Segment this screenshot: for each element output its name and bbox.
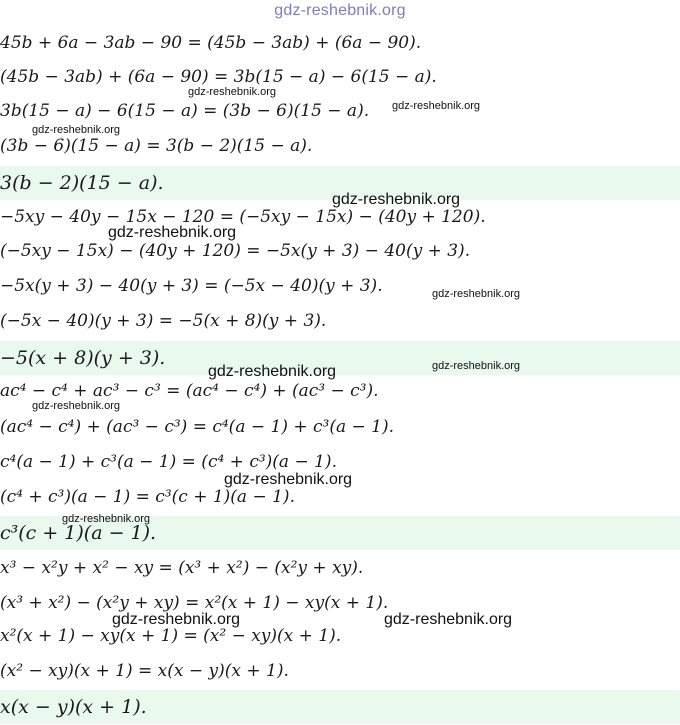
solution-2-step-3: −5x(y + 3) − 40(y + 3) = (−5x − 40)(y + 3).: [0, 276, 383, 296]
watermark: gdz-reshebnik.org: [332, 191, 461, 208]
solution-1-step-2: (45b − 3ab) + (6a − 90) = 3b(15 − a) − 6(15 − a).: [0, 67, 437, 87]
watermark: gdz-reshebnik.org: [224, 471, 353, 488]
solution-4-step-3: x²(x + 1) − xy(x + 1) = (x² − xy)(x + 1).: [0, 626, 342, 646]
watermark: gdz-reshebnik.org: [32, 124, 121, 136]
site-header: [0, 0, 680, 24]
solution-4-step-2: (x³ + x²) − (x²y + xy) = x²(x + 1) − xy(x + 1).: [0, 593, 389, 613]
solution-3-answer: c³(c + 1)(a − 1).: [0, 516, 680, 550]
watermark: gdz-reshebnik.org: [188, 86, 277, 98]
watermark: gdz-reshebnik.org: [208, 363, 337, 380]
solution-1-step-1: 45b + 6a − 3ab − 90 = (45b − 3ab) + (6a − 90).: [0, 33, 422, 53]
watermark: gdz-reshebnik.org: [108, 224, 237, 241]
solution-1-answer: 3(b − 2)(15 − a).: [0, 166, 680, 200]
watermark: gdz-reshebnik.org: [384, 611, 513, 628]
watermark: gdz-reshebnik.org: [112, 611, 241, 628]
solution-4-answer: x(x − y)(x + 1).: [0, 690, 680, 724]
watermark: gdz-reshebnik.org: [62, 513, 151, 525]
watermark: gdz-reshebnik.org: [432, 360, 521, 372]
watermark: gdz-reshebnik.org: [432, 288, 521, 300]
solution-3-step-1: ac⁴ − c⁴ + ac³ − c³ = (ac⁴ − c⁴) + (ac³ − c³).: [0, 381, 379, 401]
solution-2-step-4: (−5x − 40)(y + 3) = −5(x + 8)(y + 3).: [0, 311, 327, 331]
solution-3-step-2: (ac⁴ − c⁴) + (ac³ − c³) = c⁴(a − 1) + c³(a − 1).: [0, 417, 395, 437]
solution-4-step-4: (x² − xy)(x + 1) = x(x − y)(x + 1).: [0, 661, 289, 681]
watermark: gdz-reshebnik.org: [32, 400, 121, 412]
solution-3-step-3: c⁴(a − 1) + c³(a − 1) = (c⁴ + c³)(a − 1).: [0, 452, 337, 472]
solution-1-step-4: (3b − 6)(15 − a) = 3(b − 2)(15 − a).: [0, 136, 313, 156]
site-link[interactable]: gdz-reshebnik.org: [274, 2, 406, 19]
watermark: gdz-reshebnik.org: [392, 100, 481, 112]
solution-1-step-3: 3b(15 − a) − 6(15 − a) = (3b − 6)(15 − a).: [0, 101, 370, 121]
solution-2-answer: −5(x + 8)(y + 3).: [0, 341, 680, 375]
solution-3-step-4: (c⁴ + c³)(a − 1) = c³(c + 1)(a − 1).: [0, 487, 295, 507]
solution-4-step-1: x³ − x²y + x² − xy = (x³ + x²) − (x²y + xy).: [0, 558, 364, 578]
solution-2-step-1: −5xy − 40y − 15x − 120 = (−5xy − 15x) − (40y + 120).: [0, 207, 486, 227]
solution-2-step-2: (−5xy − 15x) − (40y + 120) = −5x(y + 3) − 40(y + 3).: [0, 241, 471, 261]
